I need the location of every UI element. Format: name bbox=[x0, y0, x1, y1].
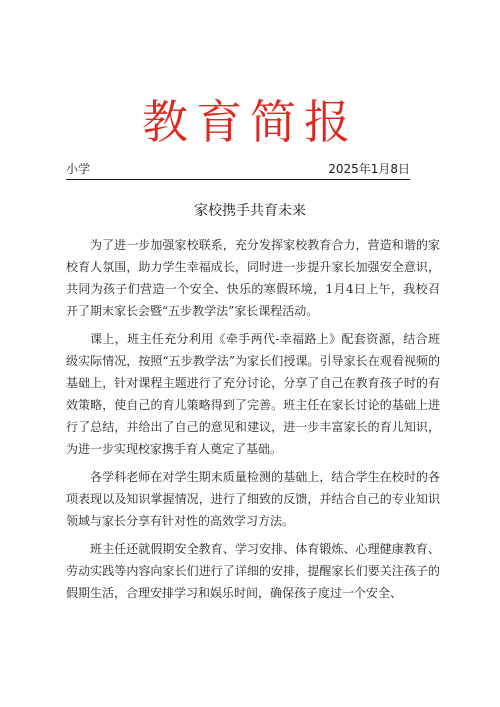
article-paragraph: 班主任还就假期安全教育、学习安排、体育锻炼、心理健康教育、劳动实践等内容向家长们进行了详细的安排，提醒家长们要关注孩子的假期生活，合理安排学习和娱乐时间，确保孩子度过一个安全、 bbox=[66, 542, 440, 600]
article-body bbox=[66, 234, 440, 610]
article-paragraph: 课上，班主任充分利用《牵手两代-幸福路上》配套资源，结合班级实际情况，按照“五步教学法”为家长们授课。引导家长在观看视频的基础上，针对课程主题进行了充分讨论，分享了自己在教育孩子时的有效策略，使自己的育儿策略得到了完善。班主任在家长讨论的基础上进行了总结，并给出了自己的意见和建议，进一步丰富家长的育儿知识，为进一步实现校家携手育人奠定了基础。 bbox=[66, 332, 440, 456]
school-name: 小学 bbox=[66, 162, 91, 176]
article-headline: 家校携手共育未来 bbox=[194, 203, 306, 219]
article-paragraph: 为了进一步加强家校联系，充分发挥家校教育合力，营造和谐的家校育人氛围，助力学生幸福成长，同时进一步提升家长加强安全意识，共同为孩子们营造一个安全、快乐的寒假环境，1月4日上午，我校召开了期末家长会暨“五步教学法”家长课程活动。 bbox=[66, 238, 440, 318]
issue-date: 2025年1月8日 bbox=[328, 162, 410, 176]
issue-meta-row bbox=[66, 161, 410, 180]
newsletter-masthead: 教育简报 bbox=[142, 95, 358, 149]
article-paragraph: 各学科老师在对学生期末质量检测的基础上，结合学生在校时的各项表现以及知识掌握情况，进行了细致的反馈，并结合自己的专业知识领域与家长分享有针对性的高效学习方法。 bbox=[66, 470, 440, 528]
